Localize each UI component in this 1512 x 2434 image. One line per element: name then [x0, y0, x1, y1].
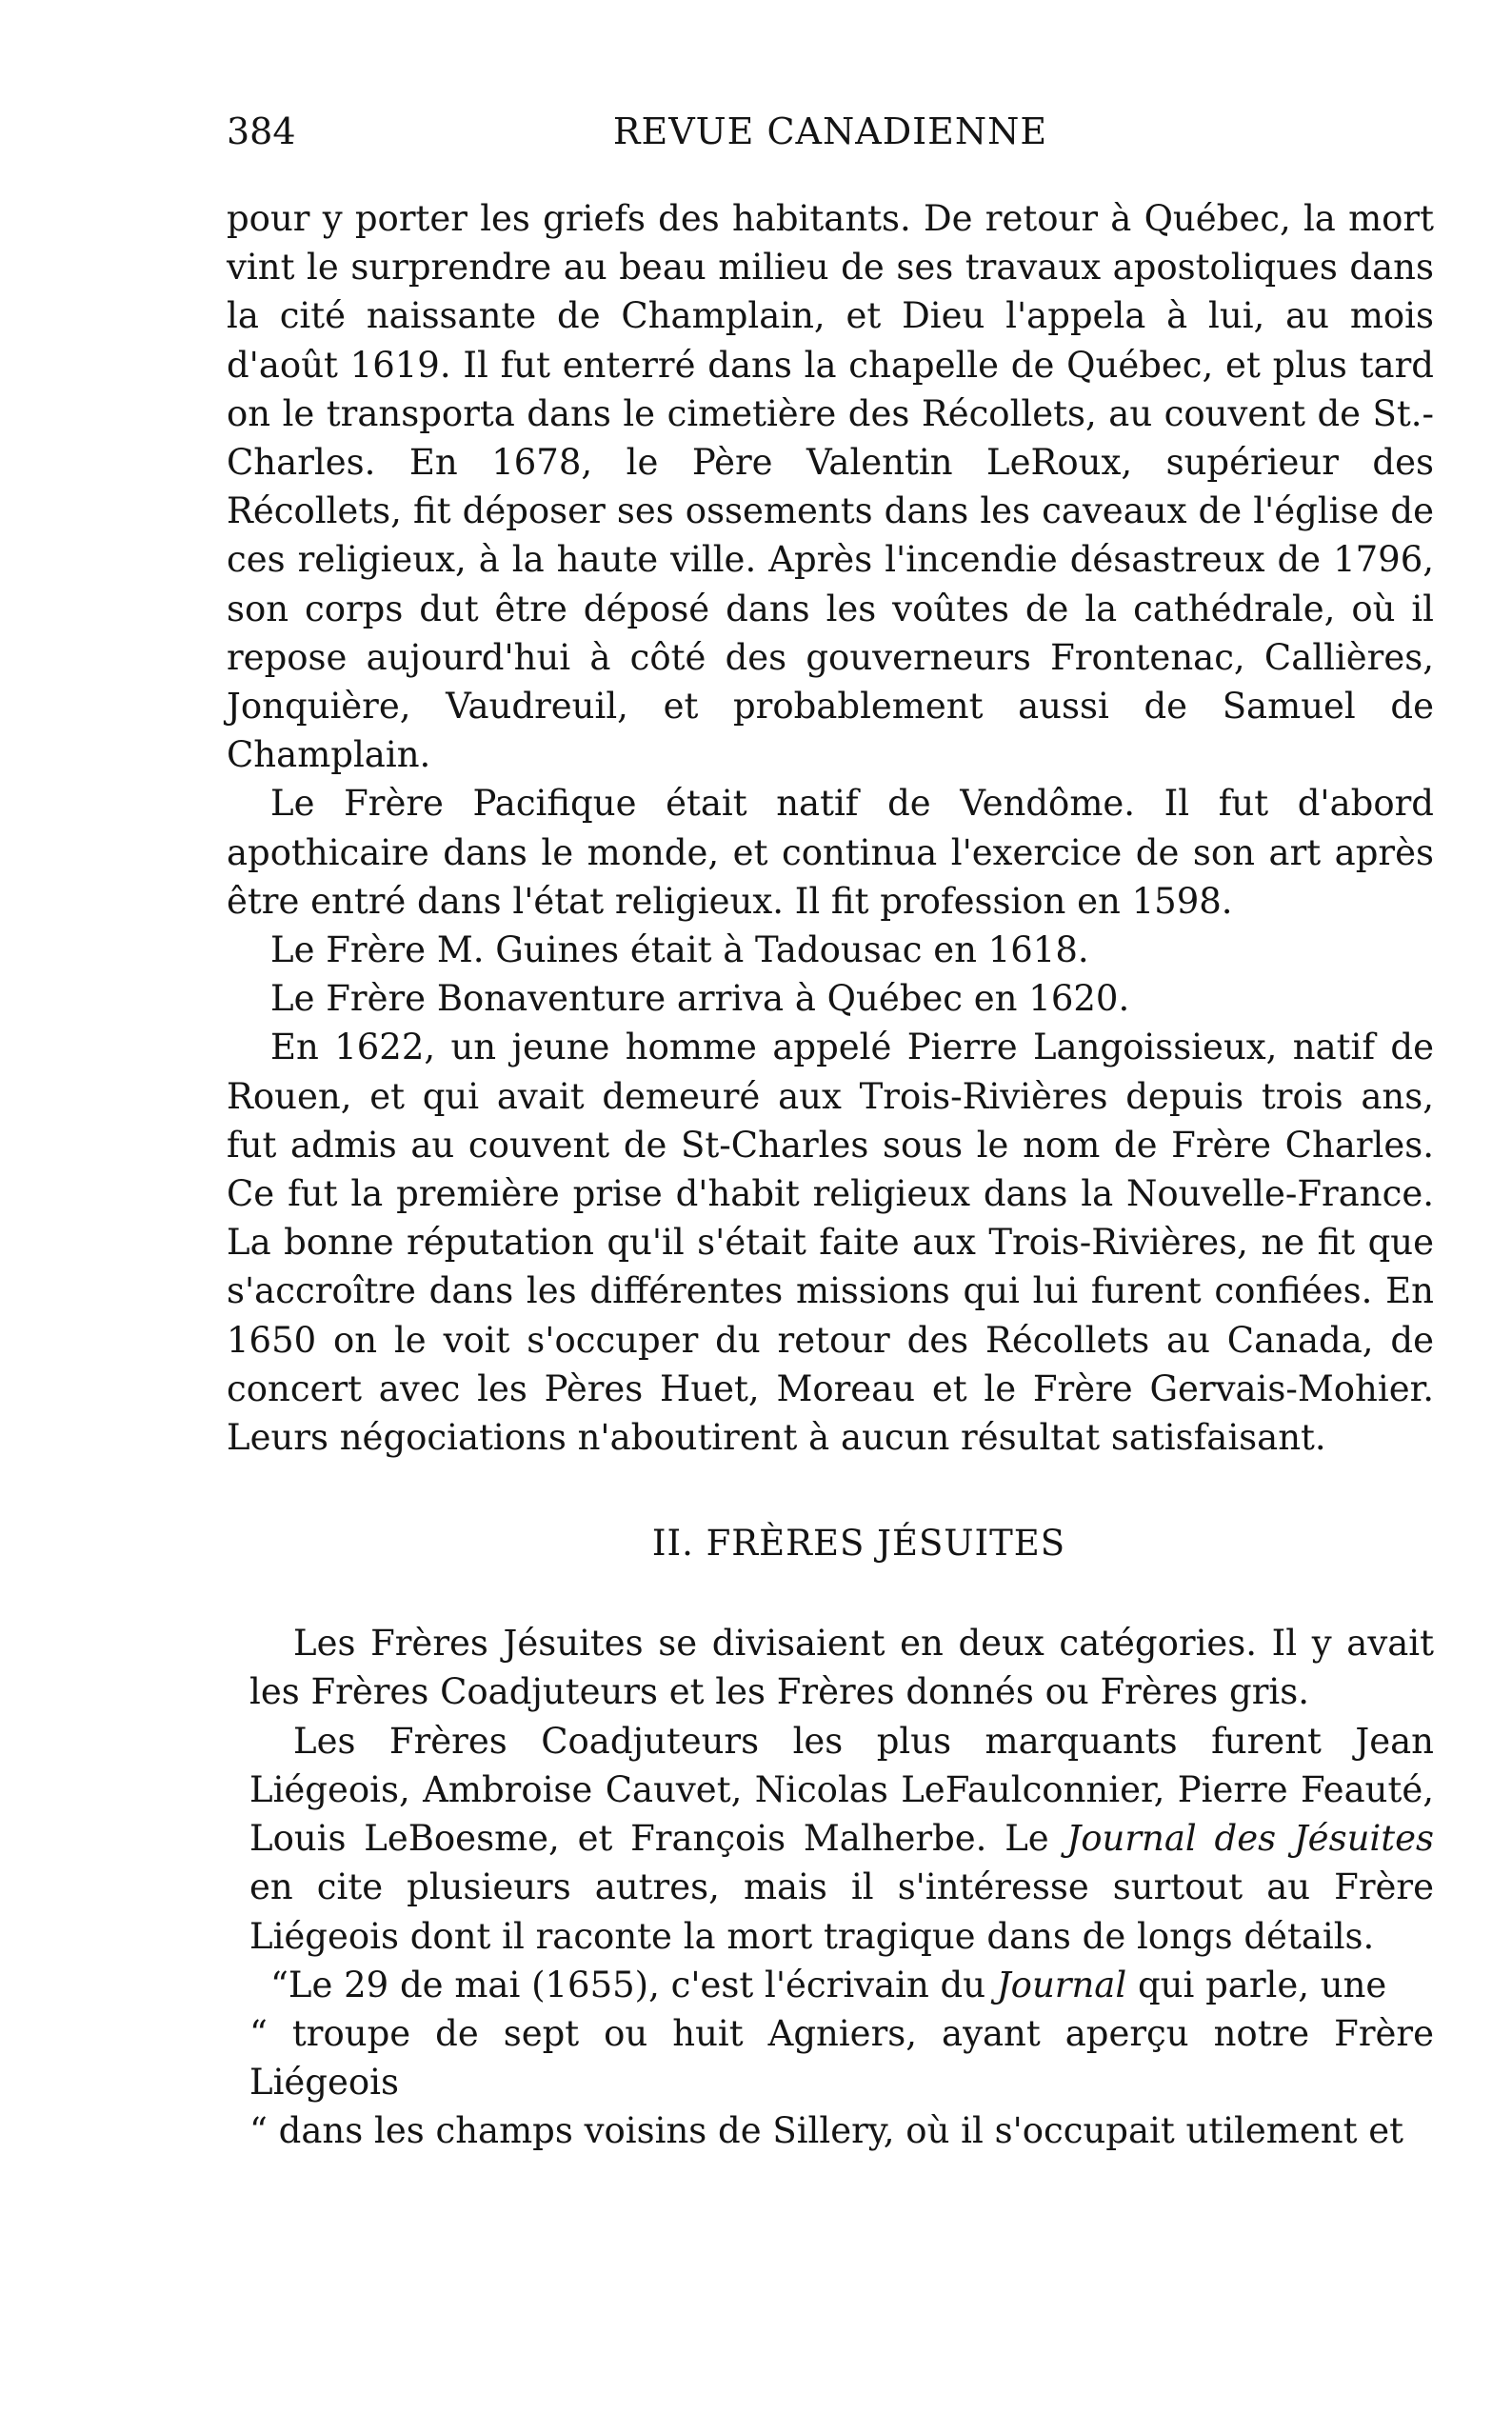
- paragraph-frere-pacifique: Le Frère Pacifique était natif de Vendôme. Il fut d'abord apothicaire dans le monde, et continua l'exercice de son art après être entré dans l'état religieux. Il fit profession en 1598.: [227, 783, 1434, 922]
- paragraph-frere-bonaventure: Le Frère Bonaventure arriva à Québec en 1620.: [270, 978, 1130, 1020]
- running-title: REVUE CANADIENNE: [612, 110, 1048, 152]
- quote-line-3: “ dans les champs voisins de Sillery, où il s'occupait utilement et: [249, 2110, 1403, 2152]
- quote-line-1-start: “Le 29 de mai (1655), c'est l'écrivain du: [270, 1964, 997, 2005]
- paragraph-coadjutors: [249, 1717, 1434, 1961]
- book-page: [227, 103, 1434, 2156]
- page-number: 384: [227, 110, 296, 152]
- paragraph-frere-guines: Le Frère M. Guines était à Tadousac en 1618.: [270, 929, 1089, 971]
- quote-line-1-end: qui parle, une: [1126, 1964, 1387, 2005]
- section-heading: II. FRÈRES JÉSUITES: [651, 1523, 1066, 1565]
- paragraph-death-of-father: pour y porter les griefs des habitants. De retour à Québec, la mort vint le surprendre au beau milieu de ses travaux apostoliques dans la cité naissante de Champlain, et Dieu l'appela à lui, au mois d'août 1619. Il fut enterré dans la chapelle de Québec, et plus tard on le transporta dans le cimetière des Récollets, au couvent de St.-Charles. En 1678, le Père Valentin LeRoux, supérieur des Récollets, fit déposer ses ossements dans les caveaux de l'église de ces religieux, à la haute ville. Après l'incendie désastreux de 1796, son corps dut être déposé dans les voûtes de la cathédrale, où il repose aujourd'hui à côté des gouverneurs Frontenac, Callières, Jonquière, Vaudreuil, et probablement aussi de Samuel de Champlain.: [227, 198, 1434, 776]
- page-header: [227, 103, 1434, 170]
- journal-title: Journal: [996, 1964, 1127, 2005]
- paragraph-coadjutors-text-start: Les Frères Coadjuteurs les plus marquants furent Jean Liégeois, Ambroise Cauvet, Nicolas LeFaulconnier, Pierre Feauté, Louis LeBoesme, et François Malherbe. Le: [249, 1720, 1434, 1860]
- section-body: [227, 1619, 1434, 1960]
- paragraph-jesuit-categories: Les Frères Jésuites se divisaient en deux catégories. Il y avait les Frères Coadjuteurs et les Frères donnés ou Frères gris.: [249, 1623, 1434, 1713]
- quotation: [227, 1961, 1434, 2156]
- journal-des-jesuites-title: Journal des Jésuites: [1066, 1818, 1434, 1860]
- paragraph-coadjutors-text-end: en cite plusieurs autres, mais il s'intéresse surtout au Frère Liégeois dont il raconte la mort tragique dans de longs détails.: [249, 1866, 1434, 1957]
- quote-line-1: [227, 1961, 1434, 2009]
- quote-line-2: “ troupe de sept ou huit Agniers, ayant aperçu notre Frère Liégeois: [249, 2012, 1434, 2104]
- paragraph-frere-charles: En 1622, un jeune homme appelé Pierre Langoissieux, natif de Rouen, et qui avait demeuré aux Trois-Rivières depuis trois ans, fut admis au couvent de St-Charles sous le nom de Frère Charles. Ce fut la première prise d'habit religieux dans la Nouvelle-France. La bonne réputation qu'il s'était faite aux Trois-Rivières, ne fit que s'accroître dans les différentes missions qui lui furent confiées. En 1650 on le voit s'occuper du retour des Récollets au Canada, de concert avec les Pères Huet, Moreau et le Frère Gervais-Mohier. Leurs négociations n'aboutirent à aucun résultat satisfaisant.: [227, 1027, 1434, 1459]
